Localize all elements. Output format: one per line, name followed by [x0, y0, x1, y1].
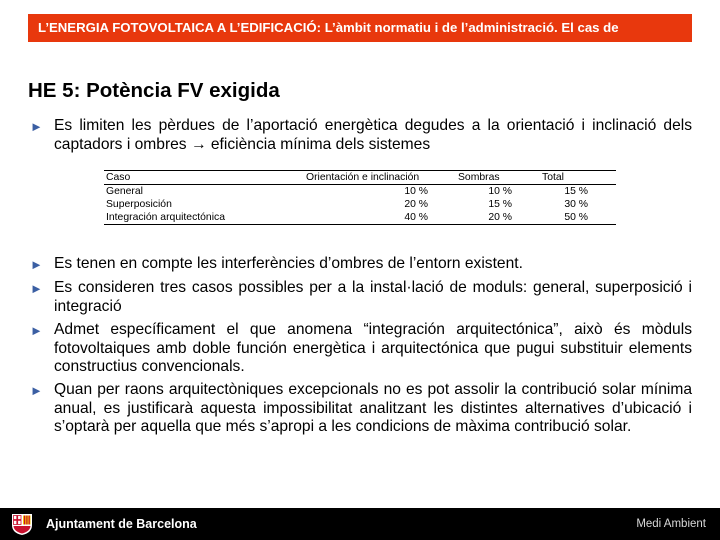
bullet-arrow-icon: ► [30, 281, 43, 296]
table-cell: 20 % [404, 199, 428, 210]
bullet-item [30, 321, 692, 377]
bullet-text: Quan per raons arquitectòniques excepcionals no es pot assolir la contribució solar mínima anual, es justificarà aquesta impossibilitat analitzant les distintes alternatives d’ubicació i s’optarà per aquella que més s’apropi a les condicions de màxima contribució solar. [54, 381, 692, 435]
table-cell: 50 % [540, 211, 616, 225]
table-cell: 15 % [488, 199, 512, 210]
barcelona-shield-icon [10, 512, 34, 536]
table-header-cell: Sombras [456, 171, 540, 185]
table-cell: 30 % [564, 199, 588, 210]
table-cell: 40 % [304, 211, 456, 225]
table-row [104, 211, 616, 225]
bullet-text: Es tenen en compte les interferències d’ombres de l’entorn existent. [54, 255, 523, 272]
bullet-item [30, 117, 692, 154]
loss-limits-table [104, 170, 616, 225]
bullet-arrow-icon: ► [30, 119, 43, 134]
table-row [104, 185, 616, 199]
organization-name: Ajuntament de Barcelona [46, 517, 197, 531]
table-header-row [104, 171, 616, 185]
table-cell: 20 % [456, 211, 540, 225]
footer-bar [0, 508, 720, 540]
table-header-cell: Orientación e inclinación [304, 171, 456, 185]
slide-title: HE 5: Potència FV exigida [28, 79, 280, 102]
bullet-arrow-icon: ► [30, 323, 43, 338]
bullet-item [30, 381, 692, 437]
table-cell: Superposición [106, 199, 172, 210]
table-cell: Integración arquitectónica [104, 211, 304, 225]
table-header-cell: Caso [104, 171, 304, 185]
bullet-arrow-icon: ► [30, 257, 43, 272]
table-cell: General [106, 186, 143, 197]
bullet-text: Admet específicament el que anomena “integración arquitectónica”, això és mòduls fotovoltaiques amb doble función energètica i arquitectónica que pugui substituir elements constructius convencionals. [54, 321, 692, 375]
department-name: Medi Ambient [636, 518, 706, 530]
bullet-text: Es consideren tres casos possibles per a la instal·lació de moduls: general, superposició i integració [54, 279, 692, 315]
header-banner: L’ENERGIA FOTOVOLTAICA A L’EDIFICACIÓ: L’àmbit normatiu i de l’administració. El cas de [28, 14, 692, 42]
bullet-item [30, 255, 692, 274]
table-cell: 15 % [564, 186, 588, 197]
bullet-text: Es limiten les pèrdues de l’aportació energètica degudes a la orientació i inclinació dels captadors i ombres → eficiència mínima dels sistemes [54, 117, 692, 153]
bullet-arrow-icon: ► [30, 383, 43, 398]
bullet-item [30, 279, 692, 316]
table-cell: 10 % [404, 186, 428, 197]
table-header-cell: Total [540, 171, 616, 185]
table-cell: 10 % [488, 186, 512, 197]
table-row [104, 198, 616, 211]
